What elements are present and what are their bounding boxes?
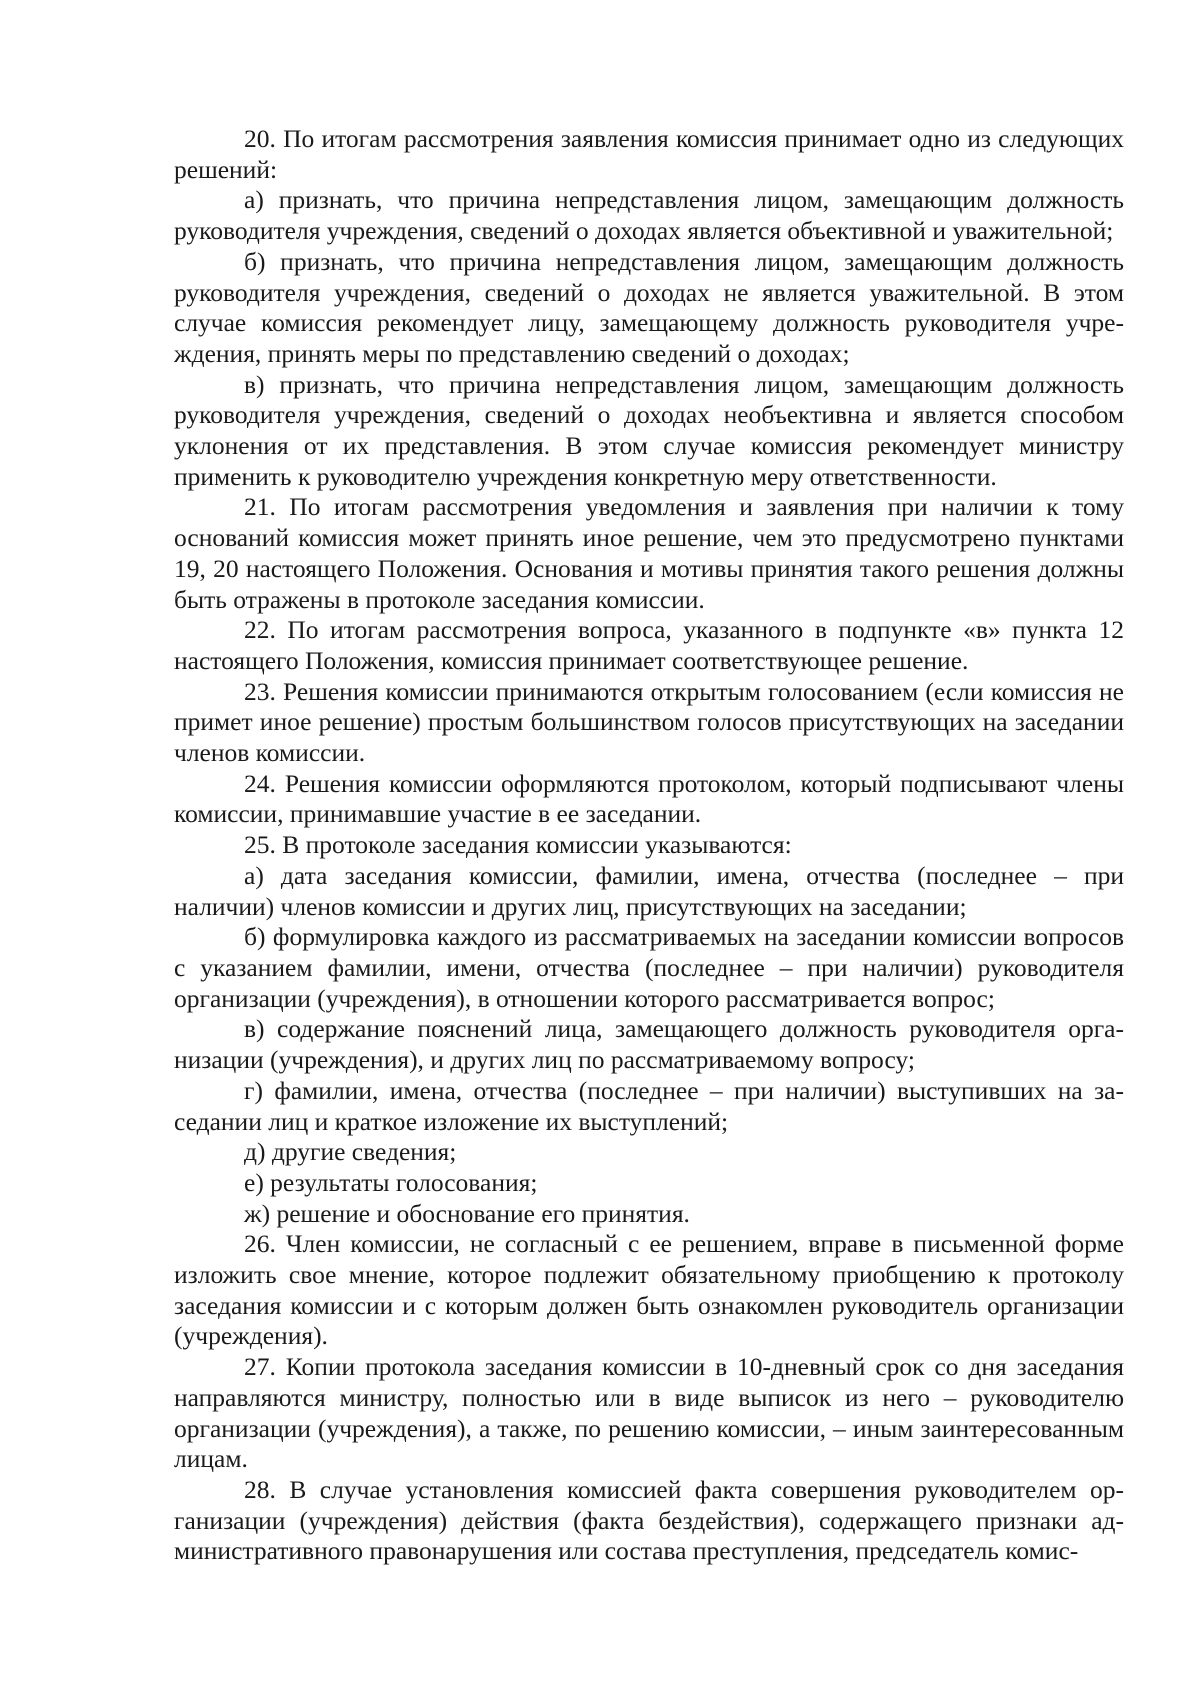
paragraph-26: 26. Член комиссии, не согласный с ее решением, вправе в письменной форме изложить свое мнение, которое подлежит обязательному приобщению к протоколу заседания комиссии и с которым должен быть ознакомлен руководитель организации (учреждения).	[174, 1229, 1124, 1351]
paragraph-20-a: а) признать, что причина непредставления лицом, замещающим должность руководителя учреждения, сведений о доходах является объективной и уважительной;	[174, 185, 1124, 246]
paragraph-27: 27. Копии протокола заседания комиссии в 10-дневный срок со дня заседания направляются министру, полностью или в виде выписок из него – руководителю организации (учреждения), а также, по решению комиссии, – иным заинтересованным лицам.	[174, 1352, 1124, 1474]
paragraph-25-e: е) результаты голосования;	[244, 1167, 538, 1197]
paragraph-20: 20. По итогам рассмотрения заявления комиссия принимает одно из следующих решений:	[174, 124, 1124, 184]
paragraph-20-v: в) признать, что причина непредставления лицом, замещающим должность руководителя учреждения, сведений о доходах необъективна и является способом уклонения от их представления. В этом случае комиссия рекомендует министру применить к руководителю учреждения конкретную меру ответственности.	[174, 369, 1124, 491]
paragraph-25-b: б) формулировка каждого из рассматриваемых на заседании комиссии вопросов с указанием фамилии, имени, отчества (последнее – при наличии) руководителя организации (учреждения), в отношении которого рассматривается вопрос;	[174, 922, 1124, 1013]
paragraph-24: 24. Решения комиссии оформляются протоколом, который подписывают члены комиссии, принимавшие участие в ее заседании.	[174, 768, 1124, 829]
paragraph-28: 28. В случае установления комиссией факта совершения руководителем организации (учреждения) действия (факта бездействия), содержащего признаки административного правонарушения или состава преступления, председатель комис-	[174, 1474, 1124, 1566]
paragraph-25-a: а) дата заседания комиссии, фамилии, имена, отчества (последнее – при наличии) членов комиссии и других лиц, присутствующих на заседании;	[174, 860, 1124, 921]
paragraph-25-v: в) содержание пояснений лица, замещающего должность руководителя организации (учреждения), и других лиц по рассматриваемому вопросу;	[174, 1014, 1124, 1075]
paragraph-25: 25. В протоколе заседания комиссии указываются:	[244, 830, 792, 860]
paragraph-21: 21. По итогам рассмотрения уведомления и заявления при наличии к тому оснований комиссия может принять иное решение, чем это предусмотрено пунктами 19, 20 настоящего Положения. Основания и мотивы принятия такого решения должны быть отражены в протоколе заседания комиссии.	[174, 492, 1124, 614]
paragraph-25-g: г) фамилии, имена, отчества (последнее – при наличии) выступивших на заседании лиц и краткое изложение их выступлений;	[174, 1075, 1124, 1136]
paragraph-22: 22. По итогам рассмотрения вопроса, указанного в подпункте «в» пункта 12 настоящего Положения, комиссия принимает соответствующее решение.	[174, 615, 1124, 675]
document-page	[174, 124, 1124, 1567]
paragraph-23: 23. Решения комиссии принимаются открытым голосованием (если комиссия не примет иное решение) простым большинством голосов присутствующих на заседании членов комиссии.	[174, 676, 1124, 768]
paragraph-20-b: б) признать, что причина непредставления лицом, замещающим должность руководителя учреждения, сведений о доходах не является уважительной. В этом случае комиссия рекомендует лицу, замещающему должность руководителя учреждения, принять меры по представлению сведений о доходах;	[174, 246, 1124, 368]
paragraph-25-zh: ж) решение и обоснование его принятия.	[244, 1198, 690, 1228]
paragraph-25-d: д) другие сведения;	[244, 1137, 457, 1167]
